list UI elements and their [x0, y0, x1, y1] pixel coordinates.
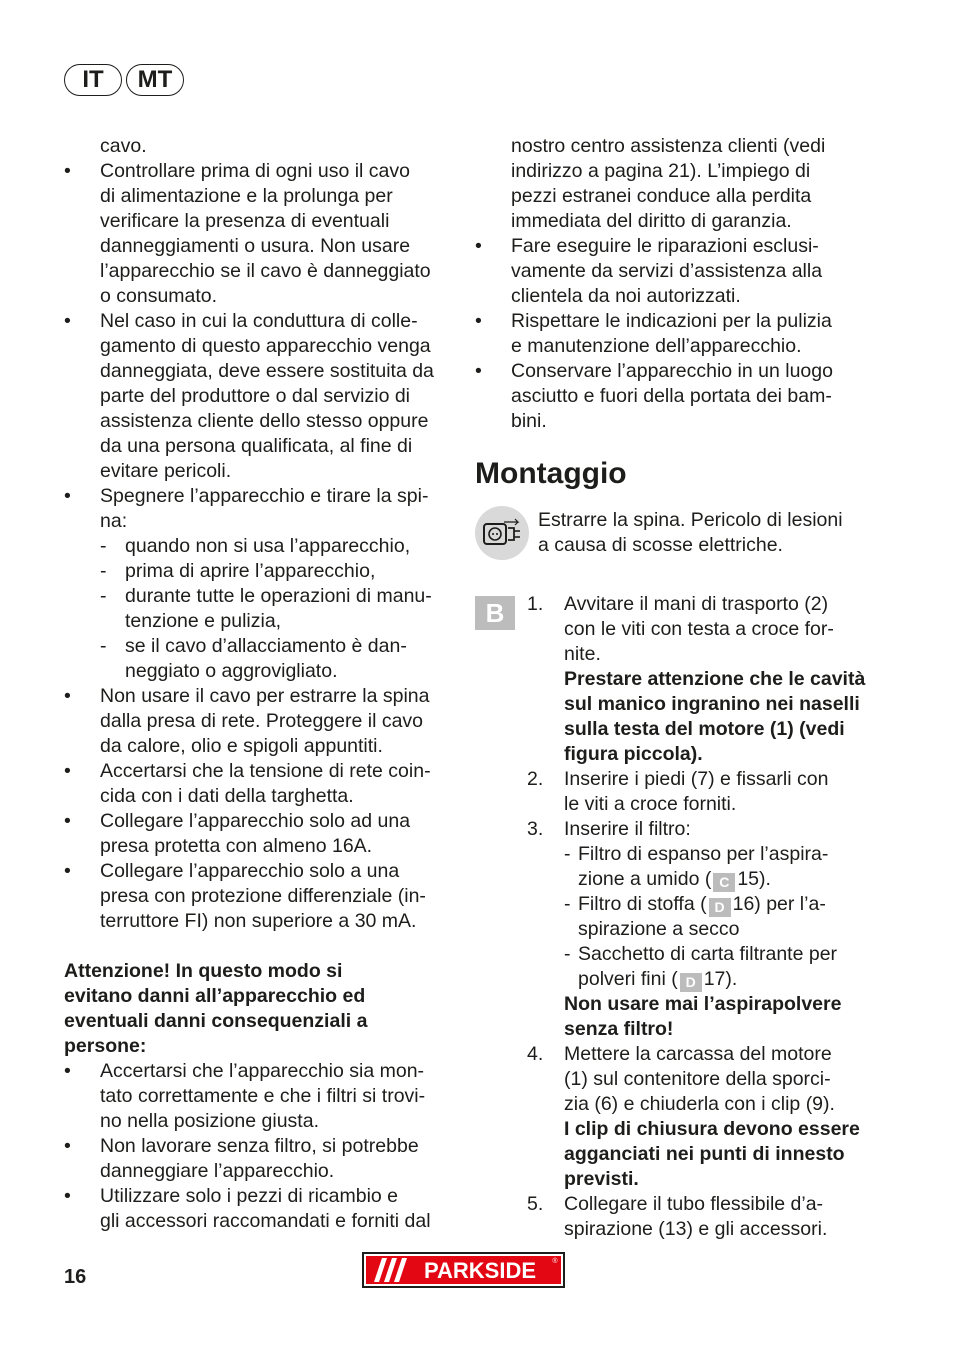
brand-name: PARKSIDE: [423, 1258, 537, 1283]
warning-heading-line: evitano danni all’apparecchio ed: [64, 985, 366, 1007]
warning-heading-line: eventuali danni consequenziali a: [64, 1010, 368, 1032]
option-text: 17).: [703, 968, 738, 990]
filter-option-foam: [475, 842, 860, 892]
sub-item: [64, 534, 452, 559]
text-line: [64, 1159, 452, 1184]
sub-item: [64, 559, 452, 584]
text-line: [64, 709, 452, 734]
text-line: [475, 259, 860, 284]
text-line: [64, 884, 452, 909]
option-line: Sacchetto di carta filtrante per: [578, 943, 838, 965]
text-line: [64, 734, 452, 759]
text-line: [64, 359, 452, 384]
text-line: [64, 834, 452, 859]
section-title: Montaggio: [475, 457, 627, 490]
bullet-item: [64, 1184, 452, 1209]
text-line: [64, 434, 452, 459]
line-text: da calore, olio e spigoli appuntiti.: [100, 735, 383, 757]
bullet-item: [64, 484, 452, 509]
option-text: 16) per l’a-: [732, 893, 826, 915]
text-line: [64, 209, 452, 234]
step-line: Inserire il filtro:: [564, 818, 691, 840]
step-line: Avvitare il mani di trasporto (2): [564, 593, 829, 615]
step-number: 2.: [527, 768, 544, 790]
text-line: [64, 384, 452, 409]
step-2: [475, 767, 860, 817]
lang-pill-it: IT: [64, 64, 122, 96]
bullet-mark: •: [64, 160, 71, 182]
sub-item: [64, 634, 452, 659]
text-line: [475, 334, 860, 359]
figure-chip-d: D: [709, 898, 731, 917]
step-number: 3.: [527, 818, 544, 840]
line-text: cida con i dati della targhetta.: [100, 785, 354, 807]
filter-option-cloth: [475, 892, 860, 942]
line-text: Controllare prima di ogni uso il cavo: [100, 160, 410, 182]
warning-heading-line: persone:: [64, 1035, 147, 1057]
bullet-mark: •: [475, 235, 482, 257]
line-text: pezzi estranei conduce alla perdita: [511, 185, 812, 207]
line-text: durante tutte le operazioni di manu-: [125, 585, 432, 607]
step-number: 5.: [527, 1193, 544, 1215]
text-line: [64, 1209, 452, 1234]
bullet-mark: •: [64, 685, 71, 707]
step-line: Collegare il tubo flessibile d’a-: [564, 1193, 824, 1215]
step-line: con le viti con testa a croce for-: [564, 618, 834, 640]
bullet-item: [475, 359, 860, 384]
text-line: [64, 284, 452, 309]
figure-chip-d: D: [680, 973, 702, 992]
left-lines: [64, 134, 452, 934]
line-text: no nella posizione giusta.: [100, 1110, 319, 1132]
bullet-mark: •: [475, 310, 482, 332]
text-line: [64, 609, 452, 634]
dash-mark: -: [100, 535, 107, 557]
line-text: Utilizzare solo i pezzi di ricambio e: [100, 1185, 399, 1207]
bullet-mark: •: [64, 310, 71, 332]
step-3-note: [475, 992, 860, 1042]
step-3: [475, 817, 860, 842]
figure-badge-b: B: [475, 596, 515, 630]
bullet-mark: •: [64, 1185, 71, 1207]
filter-option-bag: [475, 942, 860, 992]
bullet-mark: •: [64, 485, 71, 507]
line-text: tato correttamente e che i filtri si trovi-: [100, 1085, 426, 1107]
option-text: 15).: [737, 868, 771, 890]
right-column: [475, 134, 866, 1242]
text-line: [475, 134, 860, 159]
warning-heading: [64, 959, 452, 1059]
line-text: clientela da noi autorizzati.: [511, 285, 741, 307]
text-line: [64, 259, 452, 284]
line-text: evitare pericoli.: [100, 460, 232, 482]
line-text: Non usare il cavo per estrarre la spina: [100, 685, 430, 707]
step-note: I clip di chiusura devono essere: [564, 1118, 860, 1140]
warning-list: [64, 1059, 452, 1234]
step-note: sul manico ingranino nei naselli: [564, 693, 860, 715]
bullet-item: [64, 684, 452, 709]
line-text: quando non si usa l’apparecchio,: [125, 535, 411, 557]
step-note: senza filtro!: [564, 1018, 674, 1040]
text-line: [64, 334, 452, 359]
step-note: Prestare attenzione che le cavità: [564, 668, 866, 690]
step-number: 4.: [527, 1043, 544, 1065]
option-text: Filtro di stoffa (: [578, 893, 707, 915]
bullet-item: [475, 309, 860, 334]
option-line: [578, 967, 860, 992]
text-line: [64, 409, 452, 434]
option-line: [578, 892, 860, 917]
assembly-steps: [475, 592, 866, 1242]
notice-line: a causa di scosse elettriche.: [538, 534, 783, 556]
registered-mark: ®: [552, 1258, 558, 1265]
left-column: [64, 134, 452, 1234]
bullet-item: [64, 809, 452, 834]
step-note: Non usare mai l’aspirapolvere: [564, 993, 842, 1015]
text-line: [64, 509, 452, 534]
line-text: Conservare l’apparecchio in un luogo: [511, 360, 833, 382]
step-line: Inserire i piedi (7) e fissarli con: [564, 768, 829, 790]
line-text: neggiato o aggrovigliato.: [125, 660, 338, 682]
option-line: spirazione a secco: [578, 918, 740, 940]
line-text: tenzione e pulizia,: [125, 610, 282, 632]
bullet-item: [64, 859, 452, 884]
step-line: Mettere la carcassa del motore: [564, 1043, 832, 1065]
line-text: Non lavorare senza filtro, si potrebbe: [100, 1135, 419, 1157]
dash-mark: -: [100, 635, 107, 657]
text-line: [475, 159, 860, 184]
line-text: bini.: [511, 410, 547, 432]
text-line: [64, 909, 452, 934]
line-text: e manutenzione dell’apparecchio.: [511, 335, 802, 357]
text-line: [475, 409, 860, 434]
line-text: dalla presa di rete. Proteggere il cavo: [100, 710, 424, 732]
line-text: Fare eseguire le riparazioni esclusi-: [511, 235, 819, 257]
line-text: danneggiamenti o usura. Non usare: [100, 235, 411, 257]
line-text: l’apparecchio se il cavo è danneggiato: [100, 260, 431, 282]
text-line: [64, 1084, 452, 1109]
line-text: asciutto e fuori della portata dei bam-: [511, 385, 832, 407]
line-text: presa protetta con almeno 16A.: [100, 835, 373, 857]
text-line: [64, 1109, 452, 1134]
notice-line: Estrarre la spina. Pericolo di lesioni: [538, 509, 843, 531]
bullet-mark: •: [64, 810, 71, 832]
line-text: parte del produttore o dal servizio di: [100, 385, 411, 407]
text-line: [475, 209, 860, 234]
dash-mark: -: [564, 843, 571, 865]
line-text: danneggiata, deve essere sostituita da: [100, 360, 434, 382]
bullet-mark: •: [475, 360, 482, 382]
line-text: gamento di questo apparecchio venga: [100, 335, 431, 357]
line-text: vamente da servizi d’assistenza alla: [511, 260, 823, 282]
line-text: prima di aprire l’apparecchio,: [125, 560, 376, 582]
bullet-item: [64, 1134, 452, 1159]
option-text: polveri fini (: [578, 968, 678, 990]
bullet-item: [64, 759, 452, 784]
text-line: [475, 384, 860, 409]
line-text: gli accessori raccomandati e forniti dal: [100, 1210, 431, 1232]
text-line: [64, 184, 452, 209]
line-text: Rispettare le indicazioni per la pulizia: [511, 310, 832, 332]
safety-notice: [475, 506, 860, 566]
line-text: se il cavo d’allacciamento è dan-: [125, 635, 407, 657]
bullet-mark: •: [64, 1135, 71, 1157]
line-text: terruttore FI) non superiore a 30 mA.: [100, 910, 417, 932]
bullet-item: [64, 309, 452, 334]
line-text: Collegare l’apparecchio solo a una: [100, 860, 400, 882]
step-line: le viti a croce forniti.: [564, 793, 737, 815]
text-line: [64, 784, 452, 809]
dash-mark: -: [100, 560, 107, 582]
option-line: Filtro di espanso per l’aspira-: [578, 843, 829, 865]
unplug-icon: [475, 506, 529, 560]
dash-mark: -: [564, 943, 571, 965]
text-line: [64, 134, 452, 159]
step-line: spirazione (13) e gli accessori.: [564, 1218, 828, 1240]
warning-heading-line: Attenzione! In questo modo si: [64, 960, 343, 982]
bullet-mark: •: [64, 860, 71, 882]
sub-item: [64, 584, 452, 609]
parkside-logo: [362, 1252, 565, 1288]
line-text: immediata del diritto di garanzia.: [511, 210, 792, 232]
bullet-mark: •: [64, 1060, 71, 1082]
right-lines: [475, 134, 860, 434]
option-line: [578, 867, 860, 892]
step-note: figura piccola).: [564, 743, 703, 765]
step-number: 1.: [527, 593, 544, 615]
step-4: [475, 1042, 860, 1192]
line-text: indirizzo a pagina 21). L’impiego di: [511, 160, 811, 182]
line-text: Spegnere l’apparecchio e tirare la spi-: [100, 485, 429, 507]
line-text: na:: [100, 510, 128, 532]
line-text: o consumato.: [100, 285, 218, 307]
bullet-item: [475, 234, 860, 259]
line-text: Nel caso in cui la conduttura di colle-: [100, 310, 418, 332]
dash-mark: -: [100, 585, 107, 607]
dash-mark: -: [564, 893, 571, 915]
line-text: presa con protezione differenziale (in-: [100, 885, 426, 907]
line-text: cavo.: [100, 135, 147, 157]
option-text: zione a umido (: [578, 868, 712, 890]
figure-chip-c: C: [713, 873, 735, 892]
bullet-item: [64, 159, 452, 184]
text-line: [64, 234, 452, 259]
step-line: zia (6) e chiuderla con i clip (9).: [564, 1093, 835, 1115]
line-text: Accertarsi che la tensione di rete coin-: [100, 760, 431, 782]
line-text: di alimentazione e la prolunga per: [100, 185, 393, 207]
bullet-item: [64, 1059, 452, 1084]
line-text: nostro centro assistenza clienti (vedi: [511, 135, 826, 157]
line-text: danneggiare l’apparecchio.: [100, 1160, 335, 1182]
step-line: nite.: [564, 643, 601, 665]
line-text: Accertarsi che l’apparecchio sia mon-: [100, 1060, 425, 1082]
lang-pill-mt: MT: [126, 64, 184, 96]
text-line: [64, 459, 452, 484]
line-text: da una persona qualificata, al fine di: [100, 435, 413, 457]
page-number: 16: [64, 1266, 87, 1288]
line-text: Collegare l’apparecchio solo ad una: [100, 810, 411, 832]
step-1: [475, 592, 866, 767]
step-5: [475, 1192, 860, 1242]
text-line: [475, 184, 860, 209]
step-note: previsti.: [564, 1168, 639, 1190]
language-selector: [64, 64, 184, 96]
line-text: verificare la presenza di eventuali: [100, 210, 390, 232]
step-line: (1) sul contenitore della sporci-: [564, 1068, 831, 1090]
notice-text: [538, 508, 843, 558]
text-line: [64, 659, 452, 684]
step-note: sulla testa del motore (1) (vedi: [564, 718, 845, 740]
step-note: agganciati nei punti di innesto: [564, 1143, 845, 1165]
line-text: assistenza cliente dello stesso oppure: [100, 410, 429, 432]
text-line: [475, 284, 860, 309]
bullet-mark: •: [64, 760, 71, 782]
